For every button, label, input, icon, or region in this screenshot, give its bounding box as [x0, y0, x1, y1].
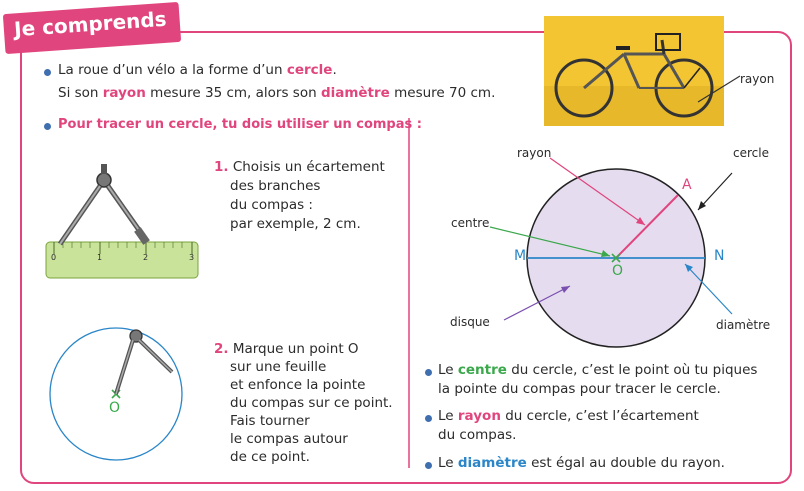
bullet-icon: [44, 123, 51, 130]
ruler-tick-2: 2: [143, 253, 149, 262]
step-1: [214, 158, 385, 177]
diagram-label-diametre: diamètre: [716, 318, 771, 332]
keyword-centre: centre: [457, 362, 507, 378]
point-M: M: [514, 248, 527, 264]
intro-text: mesure 70 cm.: [389, 85, 496, 101]
step-2-line: de ce point.: [230, 449, 310, 465]
step-1-line: du compas :: [230, 197, 313, 213]
point-N: N: [714, 248, 725, 264]
step-1-line: des branches: [230, 178, 321, 194]
small-circle-drawing: [44, 318, 194, 468]
photo-label-rayon: rayon: [740, 72, 775, 86]
definition-text: du cercle, c’est le point où tu piques: [506, 362, 758, 378]
step-2: [214, 340, 359, 359]
step-2-line: et enfonce la pointe: [230, 377, 366, 393]
diagram-label-cercle: cercle: [733, 146, 769, 160]
ruler-tick-3: 3: [189, 253, 195, 262]
intro-text: La roue d’un vélo a la forme d’un: [58, 62, 287, 78]
definition-rayon-line-2: du compas.: [438, 427, 517, 443]
bullet-icon: [425, 462, 432, 469]
step-2-line: sur une feuille: [230, 359, 327, 375]
ruler-tick-0: 0: [51, 253, 57, 262]
column-divider: [407, 118, 411, 468]
small-circle-label-O: O: [109, 400, 121, 416]
intro-line-1: [58, 61, 337, 80]
keyword-rayon: rayon: [457, 408, 501, 424]
point-O: O: [612, 263, 624, 279]
diagram-label-disque: disque: [450, 315, 490, 329]
point-A: A: [682, 177, 692, 193]
step-2-line: Marque un point O: [232, 341, 359, 357]
bullet-icon: [425, 369, 432, 376]
keyword-diametre: diamètre: [457, 455, 527, 471]
definition-text: du cercle, c’est l’écartement: [500, 408, 699, 424]
intro-line-2: [58, 84, 495, 103]
definition-text: Le: [438, 455, 458, 471]
definition-text: Le: [438, 362, 458, 378]
ruler-tick-1: 1: [97, 253, 103, 262]
photo-pointer: [694, 70, 744, 110]
step-2-line: du compas sur ce point.: [230, 395, 393, 411]
step-2-number: 2.: [214, 341, 229, 357]
bullet-icon: [425, 415, 432, 422]
definition-text: Le: [438, 408, 458, 424]
step-2-line: le compas autour: [230, 431, 348, 447]
compass-icon: [50, 160, 160, 250]
header-title: Je comprends: [13, 6, 168, 42]
step-2-line: Fais tourner: [230, 413, 310, 429]
intro-text: .: [332, 62, 337, 78]
definition-centre-line-2: la pointe du compas pour tracer le cercle.: [438, 381, 721, 397]
diagram-label-rayon: rayon: [517, 146, 552, 160]
step-1-line: par exemple, 2 cm.: [230, 216, 361, 232]
intro-text: Si son: [58, 85, 103, 101]
definition-diametre: [438, 454, 725, 473]
definition-centre: [438, 361, 757, 380]
definition-rayon: [438, 407, 699, 426]
bullet-icon: [44, 69, 51, 76]
keyword-diametre: diamètre: [320, 85, 390, 101]
intro-text: mesure 35 cm, alors son: [145, 85, 321, 101]
compas-title: Pour tracer un cercle, tu dois utiliser un compas :: [58, 117, 422, 132]
diagram-label-centre: centre: [451, 216, 490, 230]
step-1-line: Choisis un écartement: [232, 159, 385, 175]
step-1-number: 1.: [214, 159, 229, 175]
definition-text: est égal au double du rayon.: [526, 455, 725, 471]
keyword-cercle: cercle: [286, 62, 333, 78]
keyword-rayon: rayon: [102, 85, 146, 101]
